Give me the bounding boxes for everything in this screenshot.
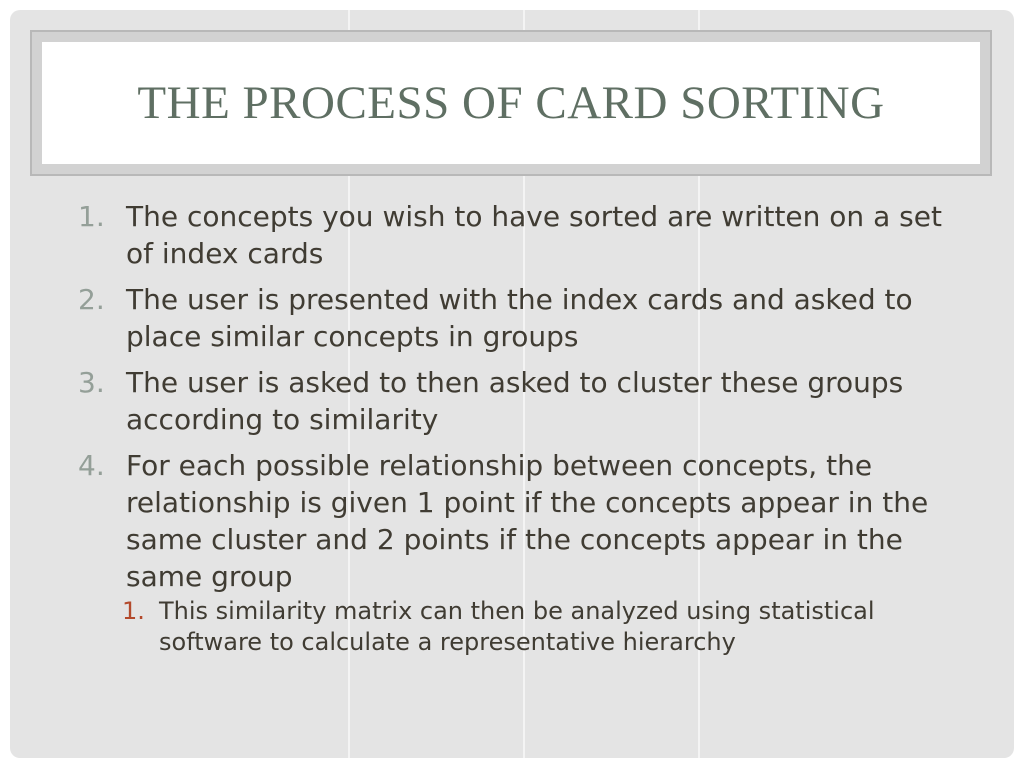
sub-list-item-number: 1. bbox=[122, 597, 145, 625]
list-item bbox=[70, 447, 960, 595]
title-frame bbox=[30, 30, 992, 176]
title-box bbox=[42, 42, 980, 164]
sub-list-item-text: This similarity matrix can then be analyzed using statistical software to calculate a representative hierarchy bbox=[159, 597, 875, 656]
list-item-number: 2. bbox=[78, 283, 105, 316]
slide-title: THE PROCESS OF CARD SORTING bbox=[137, 77, 885, 129]
list-item-text: The concepts you wish to have sorted are written on a set of index cards bbox=[126, 200, 942, 270]
list-item-number: 3. bbox=[78, 366, 105, 399]
list-item-text: The user is asked to then asked to cluster these groups according to similarity bbox=[126, 366, 904, 436]
list-item-text: The user is presented with the index cards and asked to place similar concepts in groups bbox=[126, 283, 913, 353]
slide bbox=[10, 10, 1014, 758]
list-item-text: For each possible relationship between concepts, the relationship is given 1 point if the concepts appear in the same cluster and 2 points if the concepts appear in the same group bbox=[126, 449, 929, 593]
list-item-number: 4. bbox=[78, 449, 105, 482]
list-item bbox=[70, 281, 960, 355]
sub-list-item bbox=[70, 596, 960, 658]
list-item bbox=[70, 364, 960, 438]
list-item-number: 1. bbox=[78, 200, 105, 233]
list-item bbox=[70, 198, 960, 272]
body-list bbox=[70, 198, 960, 658]
